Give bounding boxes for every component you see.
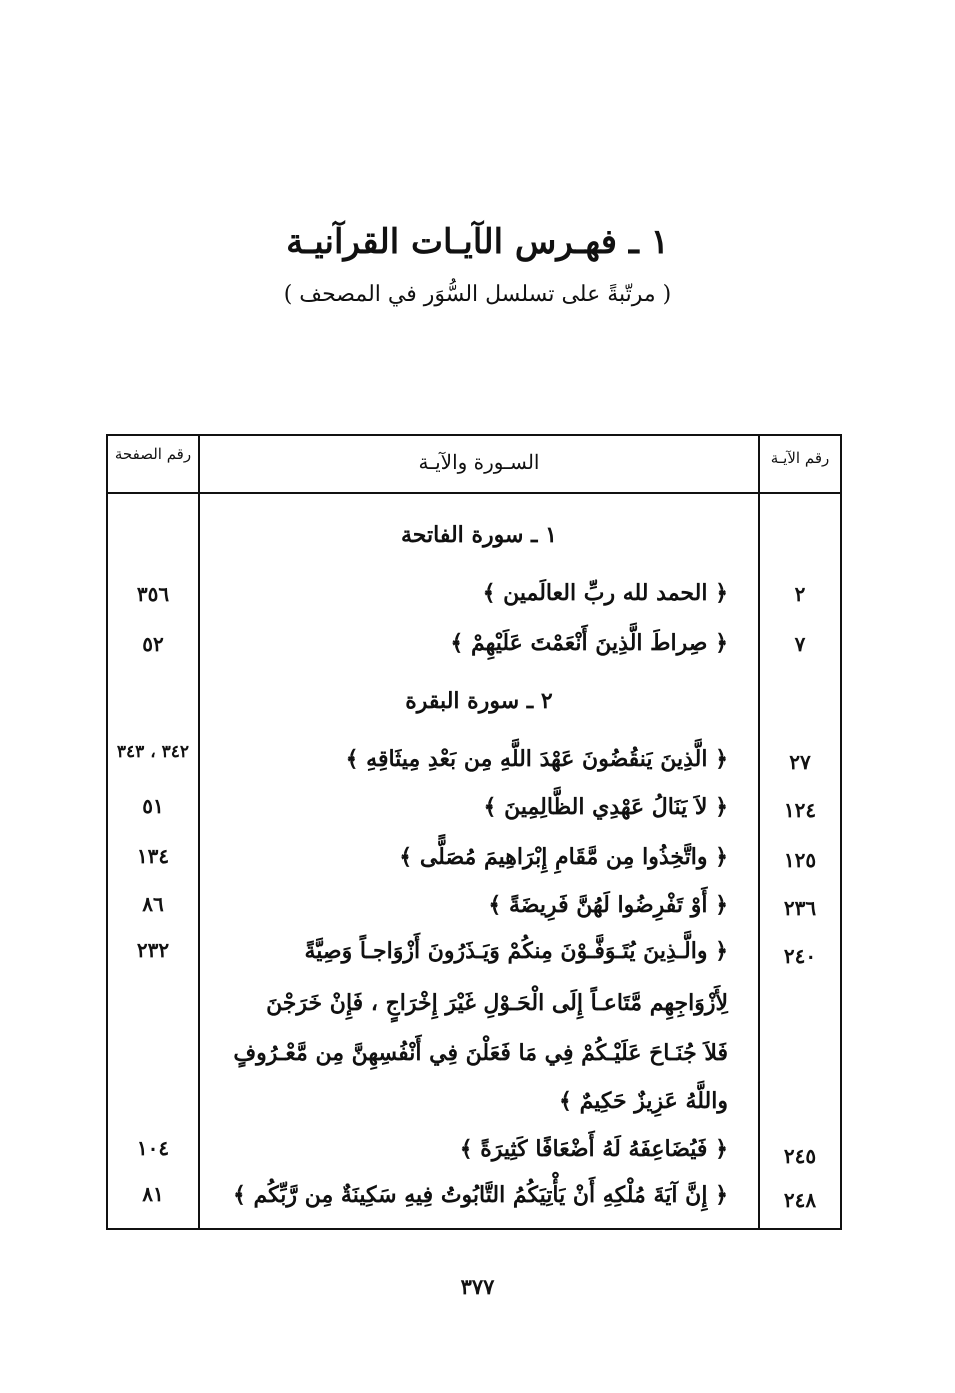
verse-number: ٢٧: [789, 750, 811, 774]
page-number: ٥٢: [142, 632, 164, 656]
verse-number: ١٢٤: [783, 798, 817, 822]
page-number: ١٣٤: [136, 844, 170, 868]
page-number: ٨١: [142, 1182, 164, 1206]
header-surah-verse: السـورة والآيـة: [418, 450, 540, 474]
verse-text: ﴿ إِنَّ آيَةَ مُلْكِهِ أَنْ يَأْتِيَكُمُ التَّابُوتُ فِيهِ سَكِينَةٌ مِن رَّبِّكُم ﴾: [232, 1182, 728, 1208]
header-verse-number: رقم الآيـة: [770, 449, 830, 467]
page-number: ٥١: [142, 794, 164, 818]
column-divider-page: [198, 436, 200, 1228]
index-subtitle: ( مرتّبةً على تسلسل السُّوَر في المصحف ): [283, 282, 672, 307]
page-number: ١٠٤: [136, 1136, 170, 1160]
page-number: ٣٤٢ ، ٣٤٣: [116, 742, 190, 762]
verse-text: لِأَزْوَاجِهِم مَّتَاعـاً إِلَى الْحَـوْلِ غَيْرَ إِخْرَاجٍ ، فَإِنْ خَرَجْنَ: [266, 990, 728, 1016]
header-divider: [108, 492, 840, 494]
verse-text: ﴿ لاَ يَنَالُ عَهْدِي الظَّالِمِينَ ﴾: [483, 794, 728, 820]
column-divider-verse: [758, 436, 760, 1228]
verse-text: ﴿ والَّـذِينَ يُتَـوَفَّـوْنَ مِنكُمْ وَيَـذَرُونَ أَزْوَاجـاً وَصِيَّةً: [304, 938, 728, 964]
surah-heading: ٢ ـ سورة البقرة: [405, 688, 553, 714]
page-footer-number: ٣٧٧: [460, 1274, 495, 1299]
verse-number: ٢٤٨: [783, 1188, 817, 1212]
verse-text: ﴿ الحمد لله ربِّ العالَمين ﴾: [482, 580, 728, 606]
verse-text: ﴿ أَوْ تَفْرِضُوا لَهُنَّ فَرِيضَةً ﴾: [488, 892, 728, 918]
verse-text: ﴿ واتَّخِذُوا مِن مَّقَامِ إِبْرَاهِيمَ مُصَلًّى ﴾: [399, 844, 728, 870]
verse-text: ﴿ الَّذِينَ يَنقُضُونَ عَهْدَ اللَّهِ مِن بَعْدِ مِيثَاقِهِ ﴾: [345, 746, 728, 772]
page-number: ٨٦: [142, 892, 164, 916]
surah-heading: ١ ـ سورة الفاتحة: [401, 522, 557, 548]
page-number: ٢٣٢: [136, 938, 170, 962]
verse-number: ٢٤٥: [783, 1144, 817, 1168]
verses-index-table: [106, 434, 842, 1230]
verse-number: ٢٣٦: [783, 896, 817, 920]
verse-text: ﴿ صِراطَ الَّذِينَ أَنْعَمْتَ عَلَيْهِمْ ﴾: [450, 630, 728, 656]
verse-text: فَلاَ جُنَـاحَ عَلَيْـكُمْ فِي مَا فَعَلْنَ فِي أَنْفُسِهِنَّ مِن مَّعْـرُوفٍ: [233, 1040, 728, 1066]
verse-text: ﴿ فَيُضَاعِفَهُ لَهُ أَضْعَافًا كَثِيرَةً ﴾: [459, 1136, 728, 1162]
verse-number: ١٢٥: [783, 848, 817, 872]
page-number: ٣٥٦: [136, 582, 170, 606]
verse-number: ٧: [794, 632, 806, 656]
header-page-number: رقم الصفحة: [114, 445, 192, 463]
index-title: ١ ـ فهـرس الآيـات القرآنيـة: [286, 222, 669, 262]
verse-number: ٢٤٠: [783, 944, 817, 968]
verse-text: واللَّهُ عَزِيزٌ حَكِيمٌ ﴾: [559, 1088, 728, 1114]
verse-number: ٢: [794, 582, 806, 606]
